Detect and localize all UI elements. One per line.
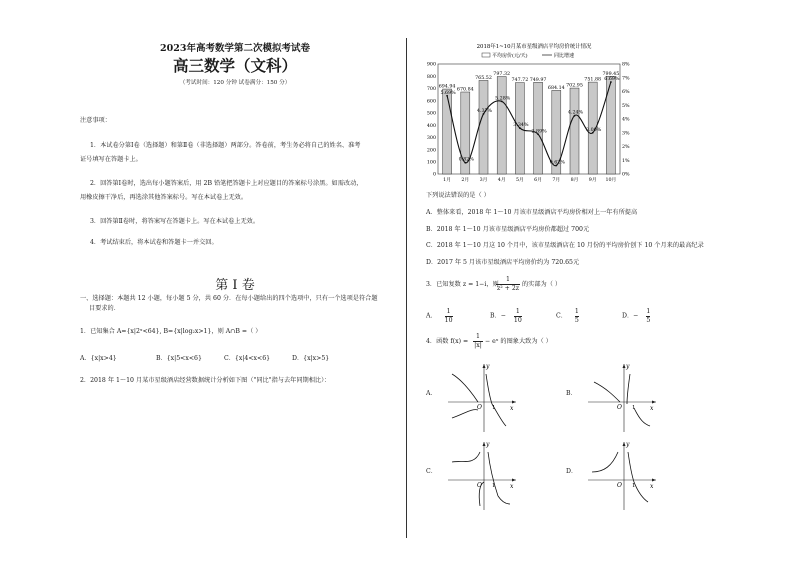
y2-tick-label: 5% <box>622 103 630 109</box>
q4-graph <box>580 358 660 434</box>
bar-value-label: 702.95 <box>566 83 583 89</box>
growth-value-label: 3.00% <box>586 127 602 133</box>
q1-option-a: A．{x|x>4} <box>80 355 117 362</box>
q3-option <box>556 308 579 325</box>
bar-value-label: 765.52 <box>475 75 492 81</box>
x-arrow <box>512 401 516 404</box>
y-label: y <box>486 363 490 370</box>
q3-option <box>622 308 650 325</box>
q4-graph <box>440 436 520 512</box>
hotel-price-chart <box>424 40 644 188</box>
growth-value-label: 0.62% <box>549 160 565 166</box>
q3-frac-den: z² + 2z <box>496 285 520 292</box>
y2-tick-label: 4% <box>622 117 630 123</box>
function-curve <box>452 374 478 402</box>
function-curve <box>488 452 498 496</box>
q4-frac-num: 1 <box>476 333 480 340</box>
x-label: x <box>650 405 654 412</box>
x-tick-label: 1月 <box>443 178 452 183</box>
y-label: y <box>626 441 630 448</box>
section1-intro-2: 目要求的． <box>89 305 120 312</box>
x-tick-label: 4月 <box>497 178 506 183</box>
x-label: x <box>650 483 654 490</box>
section1-intro: 一、选择题：本题共 12 小题，每小题 5 分，共 60 分．在每小题给出的四个选项中，只有一个选项是符合题 <box>80 295 378 302</box>
function-curve <box>486 374 492 404</box>
y-tick-label: 600 <box>426 99 436 105</box>
y-label: y <box>486 441 490 448</box>
growth-value-label: 4.37% <box>476 108 493 114</box>
q4-tail: − eˣ 的图象大致为（ ） <box>485 338 552 345</box>
q4-graph-label: A． <box>426 390 437 397</box>
q3-option <box>490 308 522 325</box>
q3-option <box>426 308 453 325</box>
notice-4: 4．考试结束后，将本试卷和答题卡一并交回。 <box>90 239 218 246</box>
q3-option-num: 1 <box>574 308 579 315</box>
q3-option-letter: C． <box>556 312 567 320</box>
y2-tick-label: 1% <box>622 158 630 164</box>
chart-title: 2018年1~10月某市星级酒店平均房价统计情况 <box>476 44 592 50</box>
y-tick-label: 500 <box>426 111 436 117</box>
q3-option-fraction <box>445 308 453 325</box>
y2-tick-label: 3% <box>622 131 630 137</box>
one-label: 1 <box>632 405 636 411</box>
q4-fraction <box>473 333 483 350</box>
y-tick-label: 900 <box>426 62 436 68</box>
y-tick-label: 300 <box>426 136 436 142</box>
q3-option-letter: B．− <box>490 312 506 320</box>
bar <box>534 82 543 174</box>
bar <box>443 89 452 174</box>
x-tick-label: 8月 <box>570 178 579 183</box>
notice-heading: 注意事项： <box>80 117 111 124</box>
exam-title: 2023年高考数学第二次模拟考试卷 <box>160 43 310 54</box>
growth-value-label: 0.82% <box>458 157 474 163</box>
q2-option-a: A．整体来看，2018 年 1～10 月该市星级酒店平均房价相对上一年有所提高 <box>426 209 638 216</box>
x-tick-label: 7月 <box>552 178 561 183</box>
q3-option-fraction <box>514 308 522 325</box>
bar-value-label: 799.45 <box>602 71 620 77</box>
q3-option-fraction <box>575 308 579 325</box>
y-tick-label: 100 <box>426 160 436 166</box>
x-tick-label: 6月 <box>534 178 543 183</box>
q3-option-num: 1 <box>646 308 651 315</box>
question-1: 1．已知集合 A={x|2ˣ<64}, B={x|log₂x>1}，则 A∩B =（ ） <box>80 328 262 335</box>
y-tick-label: 0 <box>432 172 436 178</box>
function-curve <box>452 452 480 462</box>
one-label: 1 <box>492 483 496 489</box>
q3-fraction <box>496 276 520 293</box>
growth-value-label: 5.28% <box>495 96 511 102</box>
q3-option-num: 1 <box>515 308 520 315</box>
function-curve <box>492 404 506 426</box>
legend-line-label: 同比增速 <box>554 53 575 59</box>
x-tick-label: 9月 <box>588 178 597 183</box>
bar <box>570 88 579 174</box>
y-tick-label: 400 <box>426 123 436 129</box>
bar-value-label: 684.14 <box>547 85 565 91</box>
x-label: x <box>510 405 514 412</box>
growth-line <box>447 82 611 166</box>
q4-graph <box>440 358 520 434</box>
q4-graph-label: C． <box>426 468 437 475</box>
q2-option-d: D．2017 年 5 月该市星级酒店平均房价约为 720.65元 <box>426 259 580 266</box>
bar-value-label: 749.97 <box>529 77 547 83</box>
notice-2b: 用橡皮擦干净后，再选涂其他答案标号。写在本试卷上无效。 <box>80 194 248 201</box>
bar-value-label: 797.32 <box>493 72 511 78</box>
q4-graph-label: B． <box>566 390 577 397</box>
x-label: x <box>510 483 514 490</box>
x-tick-label: 3月 <box>479 178 488 183</box>
y-tick-label: 800 <box>426 74 436 80</box>
q4-graph <box>580 436 660 512</box>
chart-legend <box>482 52 574 59</box>
one-label: 1 <box>632 483 636 489</box>
q3-option-letter: A． <box>426 312 437 320</box>
notice-3: 3．回答第Ⅱ卷时，将答案写在答题卡上。写在本试卷上无效。 <box>90 218 260 225</box>
exam-time-info: （考试时间：120 分钟 试卷满分：150 分） <box>179 80 291 86</box>
growth-value-label: 4.24% <box>567 110 584 116</box>
y2-tick-label: 7% <box>622 76 630 82</box>
legend-bar-label: 平均房价(元/天) <box>492 53 528 59</box>
q3-frac-num: 1 <box>506 276 510 283</box>
origin-label: O <box>617 404 622 411</box>
notice-1b: 证号填写在答题卡上。 <box>80 156 142 163</box>
q2-option-b: B．2018 年 1～10 月该市星级酒店平均房价都超过 700元 <box>426 226 590 233</box>
y2-tick-label: 6% <box>622 90 630 96</box>
bar-value-label: 670.84 <box>456 87 474 93</box>
y2-tick-label: 0% <box>622 172 630 178</box>
q4-graph-label: D． <box>566 468 578 475</box>
q3-option-den: 5 <box>574 317 579 324</box>
q1-option-b: B．{x|5<x<6} <box>156 355 202 362</box>
y2-tick-label: 8% <box>622 62 630 68</box>
bar-value-label: 751.88 <box>584 77 602 83</box>
q4-frac-den: |x| <box>474 342 482 349</box>
growth-value-label: 6.69% <box>604 77 620 83</box>
x-tick-label: 5月 <box>515 178 524 183</box>
bar-value-label: 694.94 <box>438 84 456 90</box>
function-curve <box>634 408 650 426</box>
question-4: 4．函数 f(x) = <box>426 338 469 345</box>
function-curve <box>452 410 478 418</box>
column-divider <box>406 38 407 538</box>
x-tick-label: 2月 <box>461 178 470 183</box>
section-juan: 第 Ⅰ 卷 <box>215 278 255 293</box>
function-curve <box>634 482 648 502</box>
y2-tick-label: 2% <box>622 145 630 151</box>
q2-option-c: C．2018 年 1～10 月这 10 个月中，该市星级酒店在 10 月份的平均房价创下 10 个月来的最高纪录 <box>426 242 704 249</box>
y-label: y <box>626 363 630 370</box>
function-curve <box>498 496 510 504</box>
q3-tail: 的实部为（ ） <box>522 281 562 288</box>
origin-label: O <box>477 482 482 489</box>
one-label: 1 <box>492 405 496 411</box>
q3-option-letter: D．− <box>622 312 639 320</box>
notice-2: 2．回答第Ⅰ卷时，选出每小题答案后，用 2B 铅笔把答题卡上对应题目的答案标号涂黑。如需改动， <box>90 180 363 187</box>
y-tick-label: 200 <box>426 148 436 154</box>
function-curve <box>628 452 634 482</box>
bar <box>497 77 506 174</box>
x-arrow <box>512 479 516 482</box>
question-3: 3．已知复数 z = 1−i，则 <box>426 281 499 288</box>
question-2: 2．2018 年 1～10 月某市星级酒店经营数据统计分析如下图（"同比"指与去年同期相比）： <box>80 377 331 384</box>
q1-option-c: C．{x|4<x<6} <box>224 355 271 362</box>
q3-option-num: 1 <box>446 308 451 315</box>
x-tick-label: 10月 <box>605 178 617 183</box>
notice-1: 1．本试卷分第Ⅰ卷（选择题）和第Ⅱ卷（非选择题）两部分。答卷前，考生务必将自己的姓名、准考 <box>90 142 361 149</box>
bar <box>479 80 488 174</box>
y-tick-label: 700 <box>426 87 436 93</box>
q2-prompt: 下列说法错误的是（ ） <box>426 192 490 199</box>
q3-option-den: 5 <box>646 317 651 324</box>
x-arrow <box>652 401 656 404</box>
q3-option-den: 10 <box>444 317 453 324</box>
x-arrow <box>652 479 656 482</box>
growth-value-label: 5.69% <box>440 90 456 96</box>
function-curve <box>627 374 630 404</box>
origin-label: O <box>617 482 622 489</box>
legend-bar-swatch <box>482 53 490 57</box>
growth-value-label: 2.89% <box>531 129 547 135</box>
subject-title: 高三数学（文科） <box>172 56 297 75</box>
q3-option-den: 10 <box>513 317 522 324</box>
growth-value-label: 3.34% <box>513 123 529 129</box>
bar-value-label: 747.72 <box>511 78 529 84</box>
q1-option-d: D．{x|x>5} <box>292 355 330 362</box>
q3-option-fraction <box>646 308 650 325</box>
function-curve <box>594 382 620 402</box>
origin-label: O <box>477 404 482 411</box>
function-curve <box>592 452 618 472</box>
